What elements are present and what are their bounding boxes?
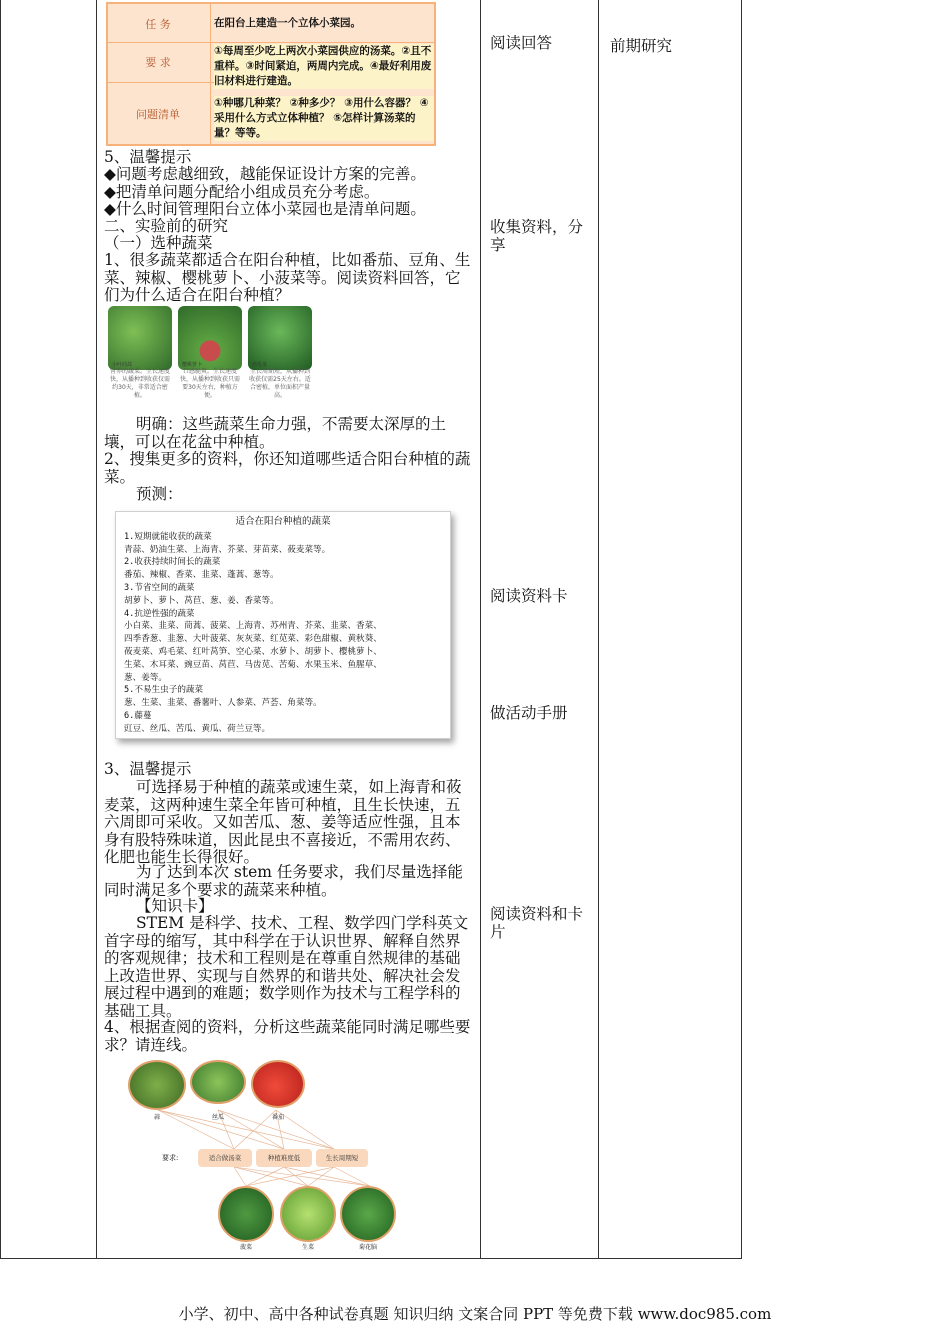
- vegetable-label: 生菜: [301, 1244, 314, 1251]
- question-2: 2、搜集更多的资料，你还知道哪些适合阳台种植的蔬菜。: [104, 450, 471, 486]
- vegetable-label: 菠菜: [239, 1244, 252, 1251]
- spinach-image: [218, 1186, 274, 1242]
- vegetable-list-line: 3.节省空间的蔬菜: [124, 582, 195, 593]
- vegetable-list-line: 四季香葱、韭葱、大叶菠菜、灰灰菜、红苋菜、彩色甜椒、黄秋葵、: [124, 634, 382, 645]
- vegetable-list-line: 葱、姜等。: [124, 672, 167, 683]
- question-4: 4、根据查阅的资料，分析这些蔬菜能同时满足哪些要求？请连线。: [104, 1018, 471, 1054]
- knowledge-card-heading: 【知识卡】: [136, 897, 214, 915]
- requirement-prefix: 要求:: [162, 1154, 179, 1162]
- vegetable-photo: 樱桃萝卜 口感脆爽。生长速度快，从播种到收获只需要30天左右，种植方便。: [178, 306, 242, 400]
- task-value: ①种哪几种菜？ ②种多少？ ③用什么容器？ ④采用什么方式立体种植？ ⑤怎样计算汤菜的量？等等。: [214, 96, 434, 141]
- activity-note: 收集资料，分享: [490, 218, 584, 254]
- vegetable-list-line: 番茄、辣椒、香菜、韭菜、蓬蒿、葱等。: [124, 570, 279, 581]
- matching-diagram: [124, 1058, 377, 1254]
- vegetable-list-line: 6.藤蔓: [124, 710, 152, 721]
- task-row: [108, 82, 434, 146]
- tip-heading: 3、温馨提示: [104, 760, 192, 778]
- vegetable-list-card: [115, 511, 451, 739]
- lettuce-image: [280, 1186, 336, 1242]
- answer-text: 明确：这些蔬菜生命力强，不需要太深厚的土壤，可以在花盆中种植。: [104, 415, 447, 451]
- activity-note: 做活动手册: [490, 704, 568, 722]
- section-heading: 二、实验前的研究: [104, 217, 229, 235]
- task-value: ①每周至少吃上两次小菜园供应的汤菜。②且不重样。③时间紧迫，两周内完成。④最好利用废旧材料进行建造。: [214, 44, 434, 89]
- activity-note: 阅读回答: [490, 34, 553, 52]
- activity-note: 阅读资料和卡片: [490, 905, 584, 941]
- tip-paragraph: 为了达到本次 stem 任务要求，我们尽量选择能同时满足多个要求的蔬菜来种植。: [104, 863, 463, 899]
- vegetable-list-line: 豇豆、丝瓜、苦瓜、黄瓜、荷兰豆等。: [124, 723, 271, 734]
- chrysanthemum-greens-image: [340, 1186, 396, 1242]
- vegetable-list-title: 适合在阳台种植的蔬菜: [235, 516, 331, 527]
- tip-line: ◆问题考虑越细致，越能保证设计方案的完善。: [104, 165, 426, 183]
- task-card: [106, 2, 436, 146]
- subsection-heading: （一）选种蔬菜: [104, 234, 213, 252]
- table-col-3: [480, 0, 599, 1258]
- activity-note: 阅读资料卡: [490, 587, 568, 605]
- requirement-box: 种植难度低: [256, 1149, 312, 1167]
- vegetable-list-line: 胡萝卜、萝卜、莴苣、葱、姜、香菜等。: [124, 595, 279, 606]
- prediction-label: 预测：: [136, 485, 183, 503]
- task-key: 任 务: [145, 18, 171, 31]
- table-bottom-border: [0, 1258, 742, 1259]
- table-col-1: [0, 0, 97, 1258]
- vegetable-photo: 小叶茼蒿 营养的蔬菜。生长速度快，从播种到收获仅需约30天，非常适合密植。: [108, 306, 172, 400]
- vegetable-label: 菊花脑: [358, 1244, 377, 1251]
- vegetable-list-line: 5.不易生虫子的蔬菜: [124, 685, 204, 696]
- knowledge-card-text: STEM 是科学、技术、工程、数学四门学科英文首字母的缩写，其中科学在于认识世界、解释自然界的客观规律；技术和工程则是在尊重自然规律的基础上改造世界、实现与自然界的和谐共处、解决社会发展过程中遇到的难题；数学则作为技术与工程学科的基础工具。: [104, 914, 469, 1020]
- vegetable-list-line: 青蒜、奶油生菜、上海青、芥菜、芽苗菜、莜麦菜等。: [124, 544, 331, 555]
- tomato-image: [251, 1060, 305, 1108]
- vegetable-list-line: 生菜、木耳菜、豌豆苗、莴苣、马齿苋、苦菊、水果玉米、鱼腥草、: [124, 659, 382, 670]
- requirement-box: 生长周期短: [316, 1149, 368, 1167]
- stage-label: 前期研究: [610, 37, 673, 55]
- task-row: [108, 4, 434, 43]
- task-value: 在阳台上建造一个立体小菜园。: [214, 17, 361, 29]
- vegetable-label: 蒜: [153, 1114, 160, 1121]
- garlic-image: [128, 1060, 186, 1110]
- vegetable-list-line: 1.短期就能收获的蔬菜: [124, 531, 212, 542]
- loofah-image: [190, 1060, 246, 1104]
- task-row: [108, 42, 434, 87]
- vegetable-list-body: [116, 529, 450, 736]
- tip-line: ◆什么时间管理阳台立体小菜园也是清单问题。: [104, 200, 426, 218]
- task-key: 问题清单: [136, 108, 180, 121]
- vegetable-list-line: 2.收获持续时间长的蔬菜: [124, 557, 221, 568]
- requirement-box: 适合做汤菜: [198, 1149, 252, 1167]
- table-col-4: [598, 0, 742, 1258]
- page-footer: 小学、初中、高中各种试卷真题 知识归纳 文案合同 PPT 等免费下载 www.doc985.com: [178, 1305, 772, 1323]
- tip-paragraph: 可选择易于种植的蔬菜或速生菜，如上海青和莜麦菜，这两种速生菜全年皆可种植，且生长快速，五六周即可采收。又如苦瓜、葱、姜等适应性强，且本身有股特殊味道，因此昆虫不喜接近，不需用农药、化肥也能生长得很好。: [104, 778, 462, 866]
- vegetable-list-line: 莜麦菜、鸡毛菜、红叶莴笋、空心菜、水萝卜、胡萝卜、樱桃萝卜、: [124, 646, 382, 657]
- vegetable-label: 丝瓜: [211, 1114, 224, 1121]
- vegetable-photo: 鸡毛菜 生长周期短，从播种到收获仅需25天左右。适合密植，单位面积产量高。: [248, 306, 312, 400]
- vegetable-photos: [106, 306, 316, 414]
- vegetable-label: 番茄: [271, 1114, 284, 1121]
- tip-heading: 5、温馨提示: [104, 148, 192, 166]
- vegetable-list-line: 葱、生菜、韭菜、番薯叶、人参菜、芦荟、角菜等。: [124, 698, 322, 709]
- tip-line: ◆把清单问题分配给小组成员充分考虑。: [104, 183, 380, 201]
- question-1: 1、很多蔬菜都适合在阳台种植，比如番茄、豆角、生菜、辣椒、樱桃萝卜、小菠菜等。阅读资料回答，它们为什么适合在阳台种植？: [104, 251, 471, 304]
- vegetable-list-line: 4.抗逆性强的蔬菜: [124, 608, 195, 619]
- vegetable-list-line: 小白菜、韭菜、茼蒿、菠菜、上海青、苏州青、芥菜、韭菜、香菜、: [124, 621, 382, 632]
- task-key: 要 求: [145, 56, 171, 69]
